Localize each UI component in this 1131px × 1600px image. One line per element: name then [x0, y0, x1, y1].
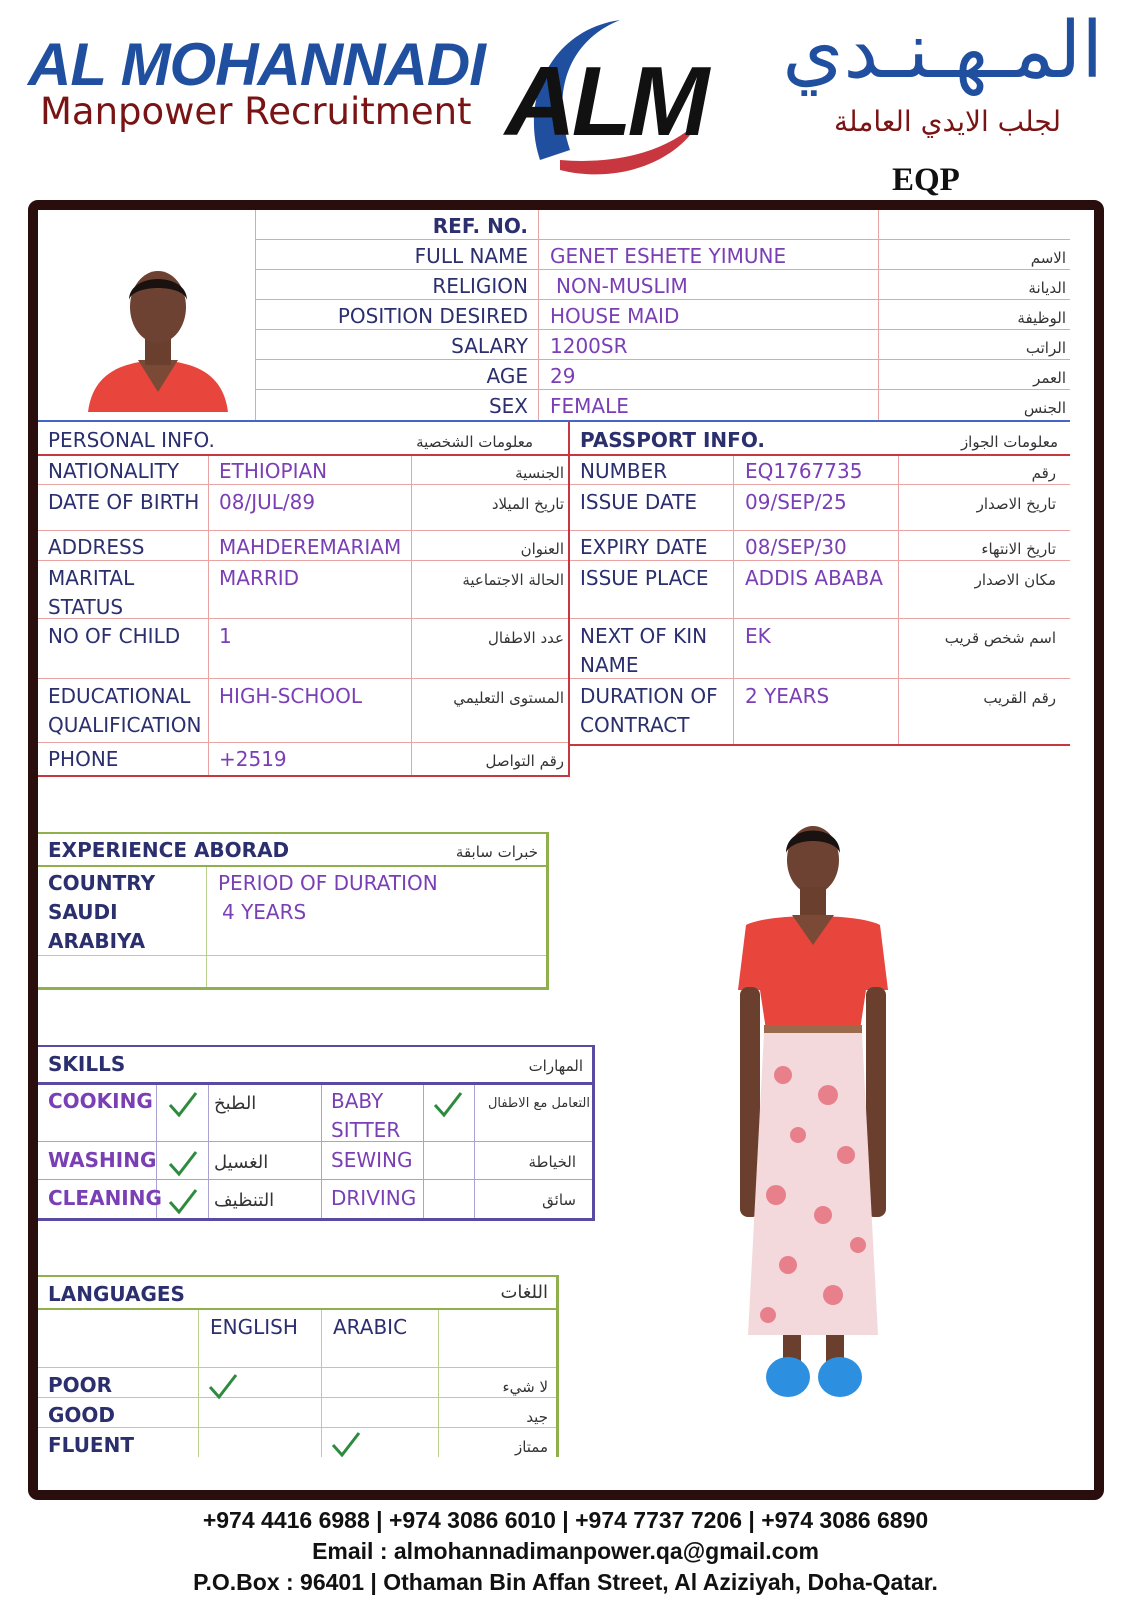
expiry-date-value: 08/SEP/30 — [745, 535, 847, 559]
position-ar: الوظيفة — [1017, 309, 1066, 327]
education-value: HIGH-SCHOOL — [219, 684, 363, 708]
experience-country-value: SAUDI ARABIYA — [48, 900, 146, 953]
skill-baby-sitter-ar: التعامل مع الاطفال — [487, 1096, 590, 1111]
experience-country-header: COUNTRY — [48, 871, 156, 895]
full-name-ar: الاسم — [1030, 249, 1066, 267]
level-good-label: GOOD — [48, 1403, 116, 1427]
skill-baby-sitter-check-icon — [433, 1090, 463, 1118]
passport-info-title-ar: معلومات الجواز — [960, 433, 1058, 451]
skill-cooking-check-icon — [168, 1090, 198, 1118]
salary-ar: الراتب — [1025, 339, 1066, 357]
full-name-label: FULL NAME — [414, 244, 528, 268]
expiry-date-label: EXPIRY DATE — [580, 535, 708, 559]
salary-label: SALARY — [451, 334, 528, 358]
skill-cooking-ar: الطبخ — [214, 1093, 257, 1114]
arabic-fluent-check-icon — [331, 1430, 361, 1458]
dob-label: DATE OF BIRTH — [48, 490, 200, 514]
language-english-header: ENGLISH — [210, 1315, 298, 1339]
skill-washing-check-icon — [168, 1149, 198, 1177]
skill-cleaning-label: CLEANING — [48, 1186, 162, 1210]
company-name-ar: المـهـنـدي — [782, 6, 1103, 96]
experience-period-value: 4 YEARS — [222, 900, 307, 924]
footer-phones: +974 4416 6988 | +974 3086 6010 | +974 7737 7206 | +974 3086 6890 — [202, 1507, 929, 1533]
religion-value: NON-MUSLIM — [556, 274, 688, 298]
skills-title-ar: المهارات — [528, 1057, 583, 1075]
issue-date-value: 09/SEP/25 — [745, 490, 847, 514]
religion-ar: الديانة — [1028, 279, 1066, 297]
sex-ar: الجنس — [1023, 399, 1066, 417]
position-label: POSITION DESIRED — [337, 304, 528, 328]
full-body-photo — [728, 815, 898, 1405]
marital-label: MARITAL STATUS — [48, 566, 135, 619]
dob-ar: تاريخ الميلاد — [491, 495, 564, 513]
issue-date-ar: تاريخ الاصدار — [976, 495, 1056, 513]
dob-value: 08/JUL/89 — [219, 490, 316, 514]
level-good-ar: جيد — [526, 1408, 548, 1426]
agency-code: EQP — [892, 162, 960, 198]
age-label: AGE — [486, 364, 528, 388]
alm-logo-text: ALM — [505, 46, 706, 156]
education-ar: المستوى التعليمي — [453, 689, 564, 707]
level-fluent-ar: ممتاز — [514, 1438, 548, 1456]
experience-title: EXPERIENCE ABORAD — [48, 838, 290, 862]
footer — [0, 1505, 1131, 1598]
level-poor-label: POOR — [48, 1373, 113, 1397]
company-subtitle-en: Manpower Recruitment — [40, 90, 472, 133]
skill-washing-label: WASHING — [48, 1148, 157, 1172]
next-of-kin-value: EK — [745, 624, 771, 648]
salary-value: 1200SR — [550, 334, 628, 358]
education-label: EDUCATIONAL QUALIFICATION — [48, 684, 202, 737]
footer-email: Email : almohannadimanpower.qa@gmail.com — [312, 1538, 819, 1564]
profile-photo — [83, 242, 233, 412]
skill-driving-ar: سائق — [542, 1191, 576, 1209]
religion-label: RELIGION — [432, 274, 528, 298]
experience-period-header: PERIOD OF DURATION — [218, 871, 438, 895]
issue-place-label: ISSUE PLACE — [580, 566, 709, 590]
expiry-date-ar: تاريخ الانتهاء — [981, 540, 1056, 558]
nationality-ar: الجنسية — [515, 464, 564, 482]
phone-label: PHONE — [48, 747, 119, 771]
children-label: NO OF CHILD — [48, 624, 181, 648]
issue-place-value: ADDIS ABABA — [745, 566, 883, 590]
english-poor-check-icon — [208, 1372, 238, 1400]
contract-duration-value: 2 YEARS — [745, 684, 830, 708]
sex-value: FEMALE — [550, 394, 629, 418]
address-value: MAHDEREMARIAM — [219, 535, 402, 559]
marital-ar: الحالة الاجتماعية — [462, 571, 564, 589]
company-name-en: AL MOHANNADI — [28, 31, 485, 98]
phone-ar: رقم التواصل — [485, 752, 564, 770]
languages-title: LANGUAGES — [48, 1282, 185, 1306]
age-ar: العمر — [1033, 369, 1066, 387]
nationality-label: NATIONALITY — [48, 459, 180, 483]
skill-driving-label: DRIVING — [331, 1186, 417, 1210]
marital-value: MARRID — [219, 566, 300, 590]
sex-label: SEX — [488, 394, 528, 418]
personal-info-title: PERSONAL INFO. — [48, 428, 215, 452]
contract-duration-ar: رقم القريب — [983, 689, 1056, 707]
skill-washing-ar: الغسيل — [214, 1152, 269, 1173]
cv-frame — [28, 200, 1104, 1500]
contract-duration-label: DURATION OF CONTRACT — [580, 684, 718, 737]
languages-title-ar: اللغات — [500, 1282, 548, 1303]
passport-info-title: PASSPORT INFO. — [580, 428, 765, 452]
skill-sewing-ar: الخياطة — [528, 1153, 576, 1171]
issue-date-label: ISSUE DATE — [580, 490, 697, 514]
header — [0, 0, 1131, 200]
next-of-kin-ar: اسم شخص قريب — [944, 629, 1056, 647]
level-fluent-label: FLUENT — [48, 1433, 134, 1457]
address-ar: العنوان — [520, 540, 564, 558]
language-arabic-header: ARABIC — [333, 1315, 408, 1339]
children-ar: عدد الاطفال — [488, 629, 564, 647]
next-of-kin-label: NEXT OF KIN NAME — [580, 624, 708, 677]
phone-value: +2519 — [219, 747, 287, 771]
passport-number-value: EQ1767735 — [745, 459, 863, 483]
level-poor-ar: لا شيء — [502, 1378, 548, 1396]
company-subtitle-ar: لجلب الايدي العاملة — [834, 105, 1061, 138]
skills-title: SKILLS — [48, 1052, 126, 1076]
personal-info-title-ar: معلومات الشخصية — [416, 433, 533, 451]
footer-address: P.O.Box : 96401 | Othaman Bin Affan Street, Al Aziziyah, Doha-Qatar. — [193, 1569, 938, 1595]
skill-cleaning-check-icon — [168, 1187, 198, 1215]
address-label: ADDRESS — [48, 535, 145, 559]
passport-number-label: NUMBER — [580, 459, 668, 483]
skill-baby-sitter-label: BABY SITTER — [331, 1089, 401, 1142]
passport-number-ar: رقم — [1031, 464, 1056, 482]
skill-cooking-label: COOKING — [48, 1089, 153, 1113]
experience-title-ar: خبرات سابقة — [455, 843, 538, 861]
children-value: 1 — [219, 624, 232, 648]
position-value: HOUSE MAID — [550, 304, 680, 328]
ref-no-label: REF. NO. — [432, 214, 528, 238]
age-value: 29 — [550, 364, 576, 388]
full-name-value: GENET ESHETE YIMUNE — [550, 244, 787, 268]
issue-place-ar: مكان الاصدار — [974, 571, 1056, 589]
skill-cleaning-ar: التنظيف — [214, 1190, 275, 1211]
skill-sewing-label: SEWING — [331, 1148, 413, 1172]
nationality-value: ETHIOPIAN — [219, 459, 328, 483]
